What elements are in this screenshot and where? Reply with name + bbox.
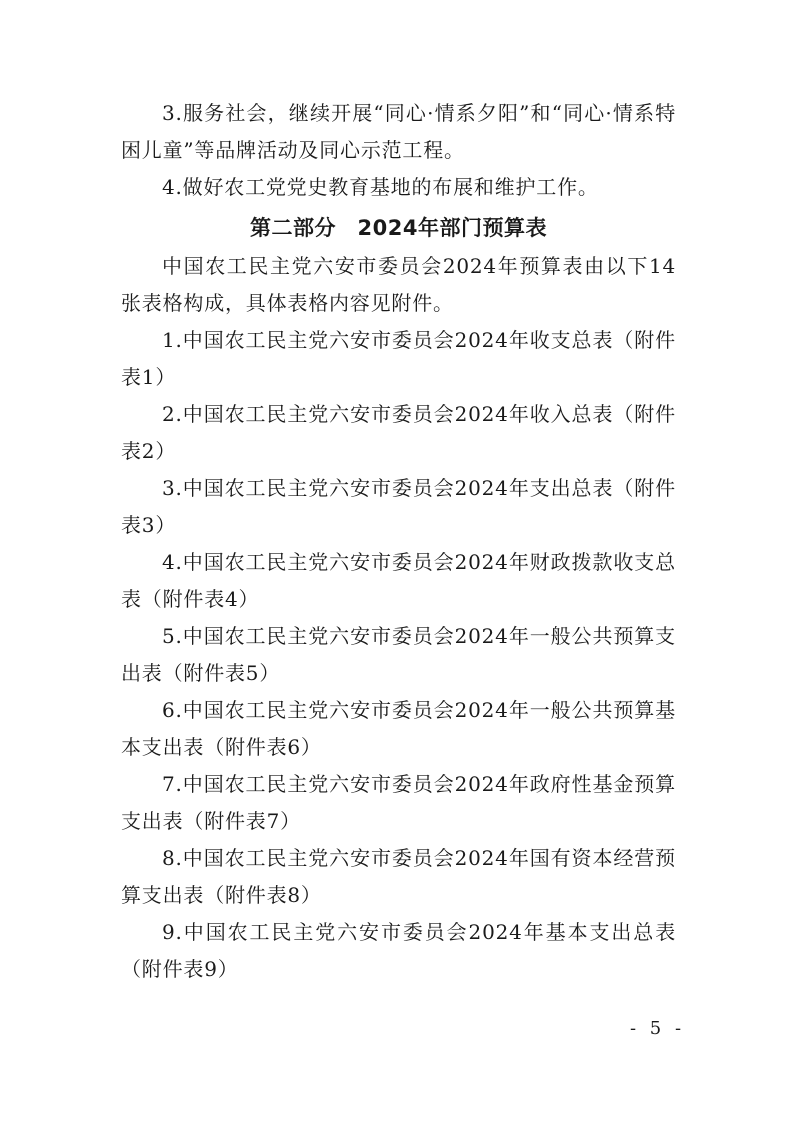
paragraph-intro: 中国农工民主党六安市委员会2024年预算表由以下14张表格构成，具体表格内容见附件。 [121, 254, 676, 315]
list-item-table-8: 8.中国农工民主党六安市委员会2024年国有资本经营预算支出表（附件表8） [121, 846, 676, 907]
page-number: - 5 - [630, 1018, 686, 1039]
list-item-table-7: 7.中国农工民主党六安市委员会2024年政府性基金预算支出表（附件表7） [121, 772, 676, 833]
paragraph-service-society: 3.服务社会，继续开展“同心·情系夕阳”和“同心·情系特困儿童”等品牌活动及同心示范工程。 [121, 101, 676, 162]
list-item-table-5: 5.中国农工民主党六安市委员会2024年一般公共预算支出表（附件表5） [121, 624, 676, 685]
list-item-table-2: 2.中国农工民主党六安市委员会2024年收入总表（附件表2） [121, 402, 676, 463]
list-item-table-9: 9.中国农工民主党六安市委员会2024年基本支出总表（附件表9） [121, 920, 676, 981]
list-item-table-1: 1.中国农工民主党六安市委员会2024年收支总表（附件表1） [121, 328, 676, 389]
document-page [121, 95, 676, 988]
paragraph-history-base: 4.做好农工党党史教育基地的布展和维护工作。 [162, 175, 599, 199]
section-heading: 第二部分 2024年部门预算表 [250, 216, 547, 240]
list-item-table-3: 3.中国农工民主党六安市委员会2024年支出总表（附件表3） [121, 476, 676, 537]
list-item-table-6: 6.中国农工民主党六安市委员会2024年一般公共预算基本支出表（附件表6） [121, 698, 676, 759]
list-item-table-4: 4.中国农工民主党六安市委员会2024年财政拨款收支总表（附件表4） [121, 550, 676, 611]
